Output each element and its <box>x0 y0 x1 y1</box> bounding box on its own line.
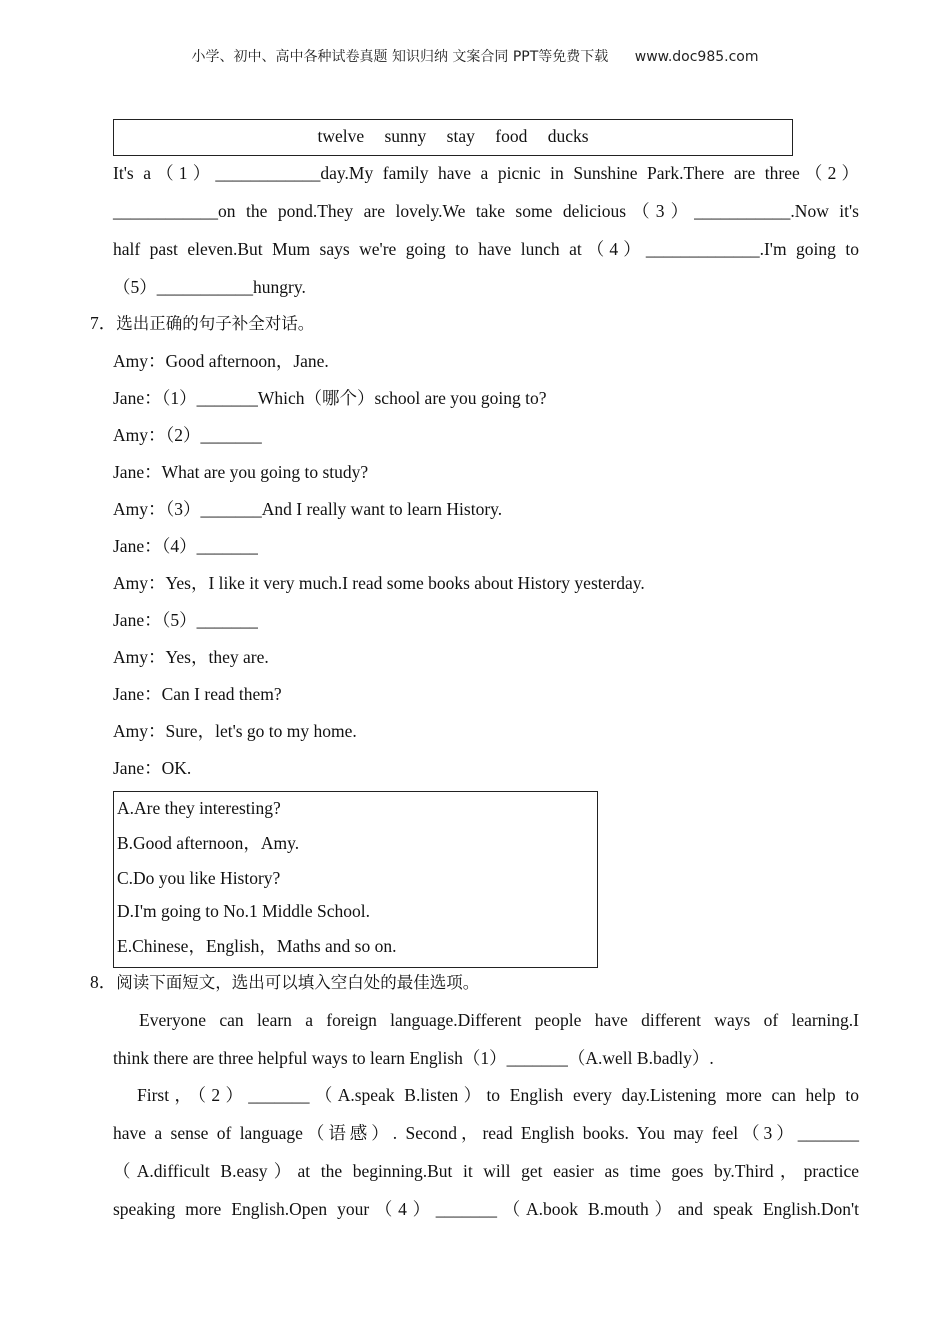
q8-heading <box>90 974 479 992</box>
q8-line-2: think there are three helpful ways to learn English（1）_______（A.well B.badly）. <box>113 1048 714 1068</box>
word-bank-item: ducks <box>547 126 589 146</box>
dialogue-line: Jane：Can I read them? <box>113 684 282 704</box>
header-url[interactable]: www.doc985.com <box>634 49 759 65</box>
dialogue-line: Amy：Good afternoon，Jane. <box>113 351 329 371</box>
q8-line-6: speaking more English.Open your（4）_______（A.book B.mouth）and speak English.Don't <box>113 1199 859 1219</box>
q7-heading <box>90 315 314 333</box>
dialogue-line: Jane：（5）_______ <box>113 610 258 630</box>
word-bank-item: food <box>495 126 528 146</box>
dialogue-line: Amy：Sure，let's go to my home. <box>113 721 357 741</box>
q8-line-1: Everyone can learn a foreign language.Different people have different ways of learning.I <box>139 1010 859 1030</box>
dialogue-line: Jane：OK. <box>113 758 192 778</box>
q6-line-1: It's a（1）____________day.My family have a picnic in Sunshine Park.There are three（2） <box>113 163 859 183</box>
dialogue-line: Amy：Yes，I like it very much.I read some books about History yesterday. <box>113 573 645 593</box>
word-bank-item: stay <box>446 126 475 146</box>
dialogue-line: Amy：（3）_______And I really want to learn History. <box>113 499 503 519</box>
page-header <box>0 46 950 66</box>
word-bank-item: sunny <box>384 126 427 146</box>
word-bank-item: twelve <box>317 126 365 146</box>
q8-number: 8． <box>90 972 117 992</box>
q8-line-4: have a sense of language（语感）. Second，read English books. You may feel（3）_______ <box>113 1123 859 1143</box>
q6-line-4: （5）___________hungry. <box>113 277 306 297</box>
option-c: C.Do you like History? <box>117 868 281 888</box>
word-bank <box>113 126 793 147</box>
q8-instruction: 阅读下面短文，选出可以填入空白处的最佳选项。 <box>116 973 480 992</box>
q7-number: 7． <box>90 313 117 333</box>
option-d: D.I'm going to No.1 Middle School. <box>117 901 371 921</box>
option-b: B.Good afternoon，Amy. <box>117 833 300 853</box>
dialogue-line: Jane：（4）_______ <box>113 536 258 556</box>
q7-instruction: 选出正确的句子补全对话。 <box>116 314 315 333</box>
header-title: 小学、初中、高中各种试卷真题 知识归纳 文案合同 PPT等免费下载 <box>191 49 609 65</box>
q6-line-3: half past eleven.But Mum says we're going to have lunch at（4）_____________.I'm going to <box>113 239 859 259</box>
dialogue-line: Jane：（1）_______Which（哪个）school are you going to? <box>113 388 547 408</box>
dialogue-line: Amy：Yes，they are. <box>113 647 269 667</box>
option-e: E.Chinese，English，Maths and so on. <box>117 936 397 956</box>
option-a: A.Are they interesting? <box>117 798 281 818</box>
dialogue-line: Amy：（2）_______ <box>113 425 262 445</box>
q8-line-3: First，（2）_______（A.speak B.listen）to English every day.Listening more can help to <box>137 1085 859 1105</box>
q8-line-5: （A.difficult B.easy）at the beginning.But it will get easier as time goes by.Third，practice <box>113 1161 859 1181</box>
q6-line-2: ____________on the pond.They are lovely.We take some delicious（3）___________.Now it's <box>113 201 859 221</box>
dialogue-line: Jane：What are you going to study? <box>113 462 369 482</box>
